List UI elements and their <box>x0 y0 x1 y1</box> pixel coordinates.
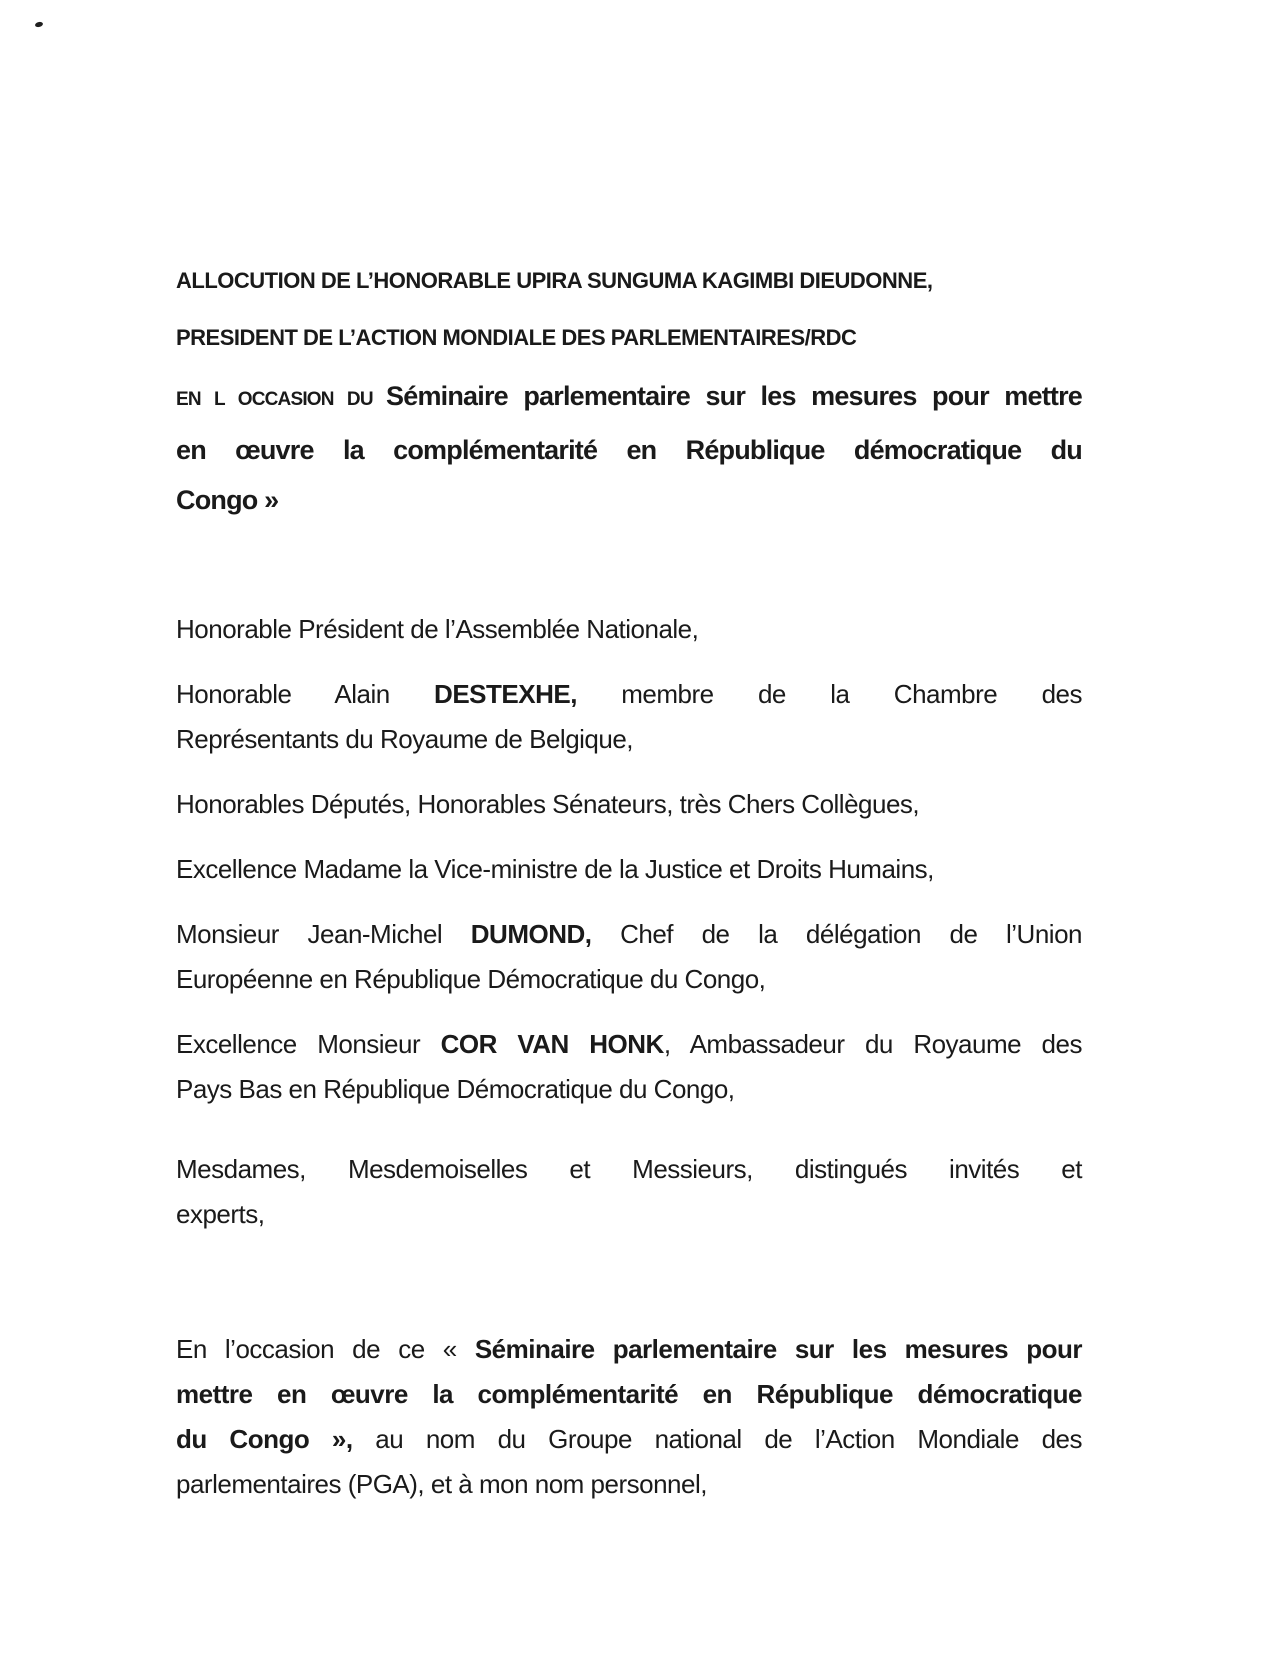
text-segment: Représentants du Royaume de Belgique, <box>176 724 634 754</box>
text-segment: Honorable Président de l’Assemblée Nationale, <box>176 614 699 644</box>
text-segment: Honorable Alain <box>176 679 435 709</box>
text-line <box>176 1417 1082 1462</box>
paragraph <box>176 672 1082 762</box>
text-segment: Séminaire parlementaire sur les mesures pour mettre <box>386 381 1083 411</box>
text-segment: Séminaire parlementaire sur les mesures pour <box>474 1334 1082 1364</box>
text-segment: Congo » <box>176 485 279 515</box>
text-line <box>176 672 1082 717</box>
text-line <box>176 371 1082 425</box>
text-segment: au nom du Groupe national de l’Action Mondiale des <box>352 1424 1082 1454</box>
text-line <box>176 1327 1082 1372</box>
document-body <box>176 607 1082 1507</box>
header-line-2: PRESIDENT DE L’ACTION MONDIALE DES PARLEMENTAIRES/RDC <box>176 325 857 350</box>
text-segment: membre de la Chambre des <box>576 679 1082 709</box>
text-segment: du Congo », <box>176 1424 353 1454</box>
text-segment: Excellence Madame la Vice-ministre de la Justice et Droits Humains, <box>176 854 934 884</box>
text-line <box>176 1022 1082 1067</box>
paragraph <box>176 847 1082 892</box>
paragraph <box>176 607 1082 652</box>
text-segment: experts, <box>176 1199 265 1229</box>
text-line <box>176 957 1082 1002</box>
text-line <box>176 717 1082 762</box>
text-segment: , Ambassadeur du Royaume des <box>663 1029 1082 1059</box>
text-segment: Mesdames, Mesdemoiselles et Messieurs, distingués invités et <box>176 1154 1082 1184</box>
text-segment: DUMOND, <box>470 919 592 949</box>
text-segment: Européenne en République Démocratique du Congo, <box>176 964 766 994</box>
text-segment: mettre en œuvre la complémentarité en République démocratique <box>176 1379 1082 1409</box>
text-line <box>176 425 1082 475</box>
text-line <box>176 912 1082 957</box>
text-segment: COR VAN HONK <box>440 1029 664 1059</box>
text-segment: parlementaires (PGA), et à mon nom personnel, <box>176 1469 707 1499</box>
text-segment: en œuvre la complémentarité en République démocratique du <box>176 435 1082 465</box>
text-segment: DESTEXHE, <box>434 679 577 709</box>
scan-artifact-speck <box>35 21 44 28</box>
text-line <box>176 782 1082 827</box>
text-line <box>176 607 1082 652</box>
text-line <box>176 1147 1082 1192</box>
text-segment: Chef de la délégation de l’Union <box>591 919 1082 949</box>
text-line <box>176 1192 1082 1237</box>
paragraph <box>176 1022 1082 1112</box>
paragraph <box>176 782 1082 827</box>
text-segment: En l’occasion de ce « <box>176 1334 475 1364</box>
text-segment: Monsieur Jean-Michel <box>176 919 471 949</box>
paragraph <box>176 1147 1082 1237</box>
text-line <box>176 1372 1082 1417</box>
text-line <box>176 475 1082 525</box>
text-line <box>176 1067 1082 1112</box>
text-line <box>176 1462 1082 1507</box>
document-title <box>176 371 1082 525</box>
text-line <box>176 847 1082 892</box>
text-segment: EN L OCCASION DU <box>176 389 387 410</box>
header-line-1: ALLOCUTION DE L’HONORABLE UPIRA SUNGUMA KAGIMBI DIEUDONNE, <box>176 268 933 293</box>
text-segment: Excellence Monsieur <box>176 1029 441 1059</box>
paragraph <box>176 1327 1082 1507</box>
text-segment: Pays Bas en République Démocratique du Congo, <box>176 1074 735 1104</box>
paragraph <box>176 912 1082 1002</box>
text-segment: Honorables Députés, Honorables Sénateurs, très Chers Collègues, <box>176 789 920 819</box>
